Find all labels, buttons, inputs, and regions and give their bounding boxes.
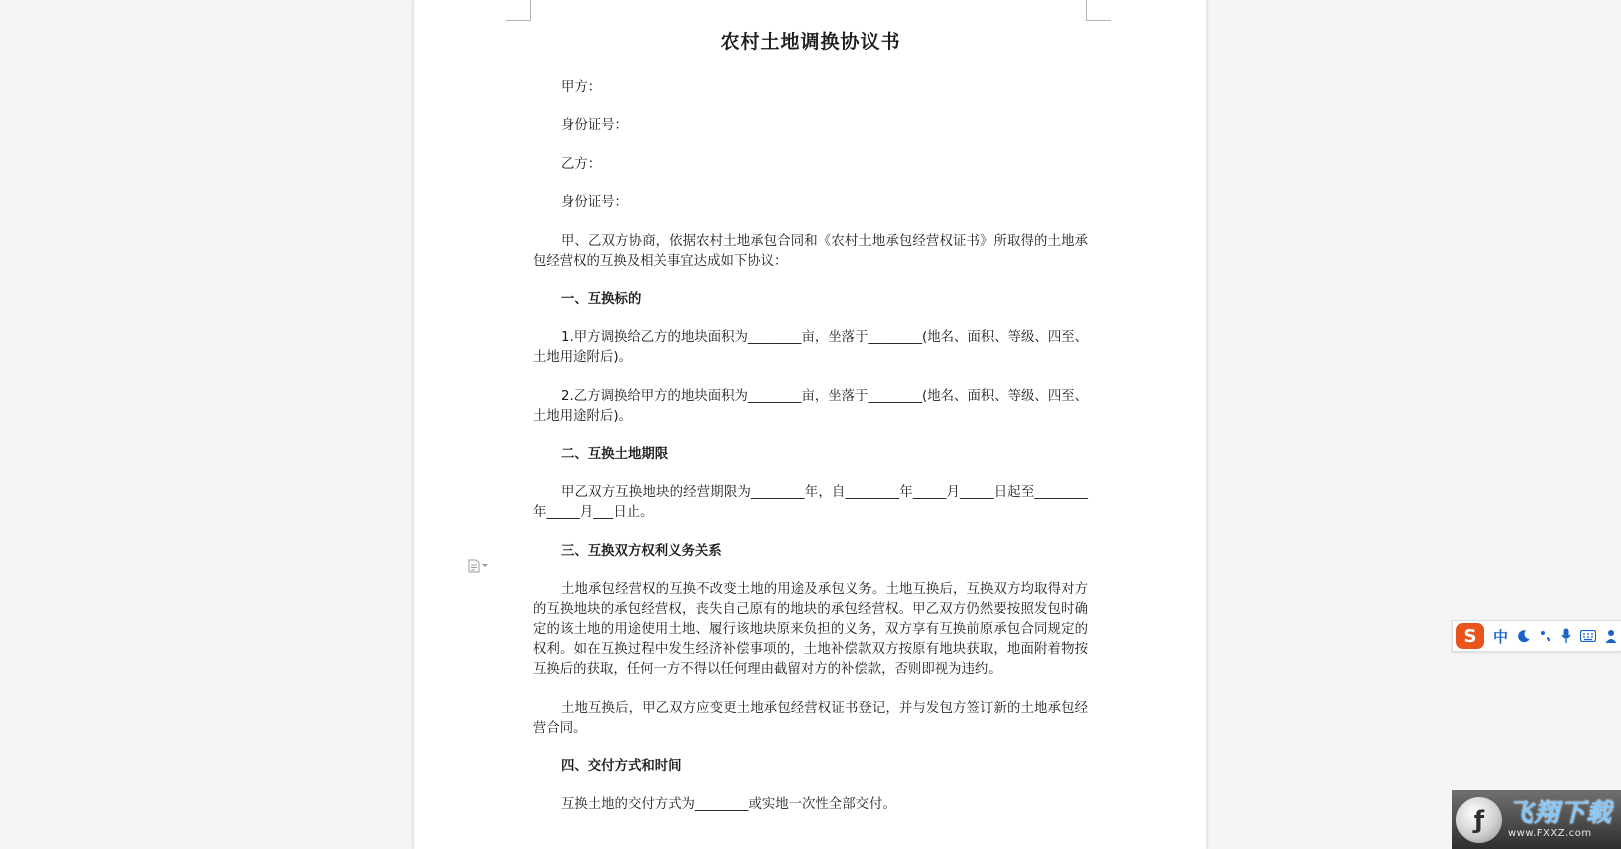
site-watermark — [1452, 790, 1621, 849]
watermark-text — [1508, 800, 1612, 839]
document-icon — [468, 559, 480, 573]
punctuation-icon[interactable] — [1540, 629, 1552, 643]
clause-1-1: 1.甲方调换给乙方的地块面积为________亩，坐落于________(地名、面积、等级、四至、土地用途附后)。 — [533, 330, 1088, 365]
term-paragraph: 甲乙双方互换地块的经营期限为________年，自________年_____月_____日起至________年_____月___日止。 — [533, 485, 1088, 520]
section-heading-4: 四、交付方式和时间 — [561, 759, 682, 774]
ime-logo-icon[interactable]: S — [1456, 623, 1484, 649]
watermark-name: 飞翔下载 — [1508, 798, 1613, 827]
party-a-line: 甲方： — [561, 80, 602, 95]
user-icon[interactable] — [1605, 629, 1617, 643]
ime-mode-toggle[interactable]: 中 — [1493, 627, 1509, 646]
section-heading-3: 三、互换双方权利义务关系 — [561, 544, 722, 559]
delivery-paragraph: 互换土地的交付方式为________或实地一次性全部交付。 — [561, 797, 896, 812]
paragraph-options-button[interactable] — [468, 559, 494, 573]
ime-toolbar[interactable] — [1452, 620, 1621, 652]
registration-paragraph: 土地互换后，甲乙双方应变更土地承包经营权证书登记，并与发包方签订新的土地承包经营合同。 — [533, 701, 1088, 736]
section-heading-2: 二、互换土地期限 — [561, 447, 669, 462]
chevron-down-icon — [482, 564, 488, 568]
intro-paragraph: 甲、乙双方协商，依据农村土地承包合同和《农村土地承包经营权证书》所取得的土地承包经营权的互换及相关事宜达成如下协议： — [533, 234, 1088, 269]
party-b-id-line: 身份证号： — [561, 195, 628, 210]
microphone-icon[interactable] — [1561, 628, 1571, 644]
party-a-id-line: 身份证号： — [561, 118, 628, 133]
party-b-line: 乙方： — [561, 157, 602, 172]
document-page[interactable] — [413, 0, 1207, 849]
page-right-edge — [1206, 0, 1207, 849]
half-width-moon-icon[interactable] — [1517, 629, 1531, 643]
section-heading-1: 一、互换标的 — [561, 292, 642, 307]
crop-mark-top-right — [1086, 0, 1111, 21]
rights-paragraph: 土地承包经营权的互换不改变土地的用途及承包义务。土地互换后，互换双方均取得对方的互换地块的承包经营权，丧失自己原有的地块的承包经营权。甲乙双方仍然要按照发包时确定的该土地的用途使用土地、履行该地块原来负担的义务，双方享有互换前原承包合同规定的权利。如在互换过程中发生经济补偿事项的，土地补偿款双方按原有地块获取，地面附着物按互换后的获取，任何一方不得以任何理由截留对方的补偿款，否则即视为违约。 — [533, 582, 1088, 677]
watermark-logo-icon: ƒ — [1456, 797, 1502, 843]
document-title: 农村土地调换协议书 — [720, 31, 901, 53]
keyboard-icon[interactable] — [1580, 630, 1596, 642]
page-left-edge — [413, 0, 414, 849]
watermark-url: www.FXXZ.com — [1508, 828, 1592, 839]
clause-1-2: 2.乙方调换给甲方的地块面积为________亩，坐落于________(地名、面积、等级、四至、土地用途附后)。 — [533, 389, 1088, 424]
crop-mark-top-left — [506, 0, 531, 21]
